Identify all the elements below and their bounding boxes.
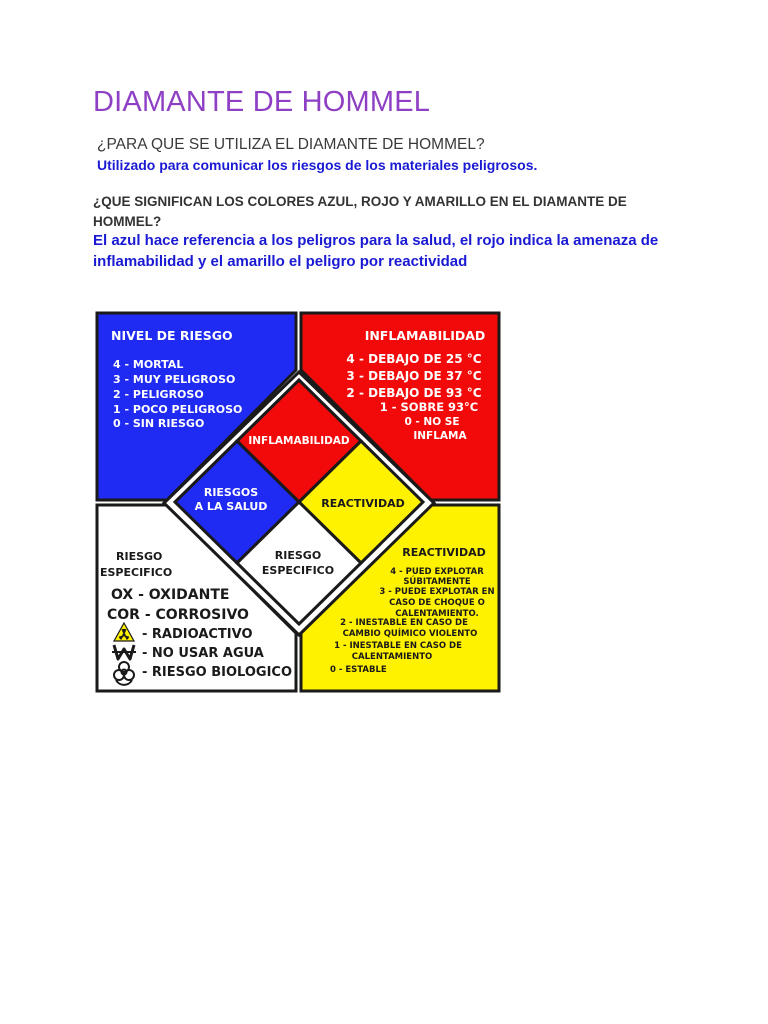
yellow-panel-item: 1 - INESTABLE EN CASO DE [334,641,462,651]
white-panel-item: - RIESGO BIOLOGICO [142,665,293,680]
diamond-label-specific-2: ESPECIFICO [261,564,335,577]
yellow-panel-item: CALENTAMIENTO. [395,609,479,619]
yellow-panel-item: CALENTAMIENTO [351,652,433,662]
question-2: ¿QUE SIGNIFICAN LOS COLORES AZUL, ROJO Y AMARILLO EN EL DIAMANTE DE HOMMEL? [93,194,627,229]
blue-panel-item: 3 - MUY PELIGROSO [113,373,236,386]
white-panel-item: - NO USAR AGUA [142,646,264,661]
yellow-panel-item: 3 - PUEDE EXPLOTAR EN [379,587,495,597]
diamond-label-reactivity: REACTIVIDAD [321,497,405,510]
blue-panel-item: 0 - SIN RIESGO [113,417,205,430]
white-panel-item: OX - OXIDANTE [111,587,230,603]
blue-panel-item: 4 - MORTAL [113,358,184,371]
diamond-label-health-1: RIESGOS [203,486,259,499]
yellow-panel-item: CAMBIO QUÍMICO VIOLENTO [342,629,478,639]
blue-panel-heading: NIVEL DE RIESGO [111,328,233,343]
white-panel-item: COR - CORROSIVO [107,607,249,623]
white-panel-item: - RADIOACTIVO [142,627,253,642]
red-panel-item: 4 - DEBAJO DE 25 °C [346,352,482,366]
red-panel-item: 1 - SOBRE 93°C [379,400,479,414]
yellow-panel-item: 4 - PUED EXPLOTAR [390,567,484,577]
red-panel-item: INFLAMA [413,430,467,442]
blue-panel-item: 1 - POCO PELIGROSO [113,403,243,416]
diamond-label-health-2: A LA SALUD [194,500,268,513]
red-panel-item: 0 - NO SE [404,416,460,428]
page-title: DIAMANTE DE HOMMEL [93,86,431,118]
hommel-diamond-diagram [94,310,502,694]
answer-1: Utilizado para comunicar los riesgos de los materiales peligrosos. [97,157,538,173]
red-panel-item: 3 - DEBAJO DE 37 °C [346,369,482,383]
yellow-panel-item: 2 - INESTABLE EN CASO DE [340,618,468,628]
yellow-panel-item: CASO DE CHOQUE O [389,598,485,608]
yellow-panel-item: 0 - ESTABLE [330,665,387,675]
yellow-panel-heading: REACTIVIDAD [402,546,486,559]
yellow-panel-item: SÚBITAMENTE [403,577,471,587]
blue-panel-item: 2 - PELIGROSO [113,388,204,401]
white-panel-heading-2: ESPECIFICO [100,566,173,579]
answer-2: El azul hace referencia a los peligros para la salud, el rojo indica la amenaza de inflamabilidad y el amarillo el peligro por reactividad [93,232,659,270]
diamond-label-specific-1: RIESGO [274,549,322,562]
question-1: ¿PARA QUE SE UTILIZA EL DIAMANTE DE HOMMEL? [97,136,485,153]
white-panel-heading-1: RIESGO [116,550,163,563]
red-panel-heading: INFLAMABILIDAD [364,328,486,343]
diamond-label-flammability: INFLAMABILIDAD [248,435,350,447]
red-panel-item: 2 - DEBAJO DE 93 °C [346,386,482,400]
